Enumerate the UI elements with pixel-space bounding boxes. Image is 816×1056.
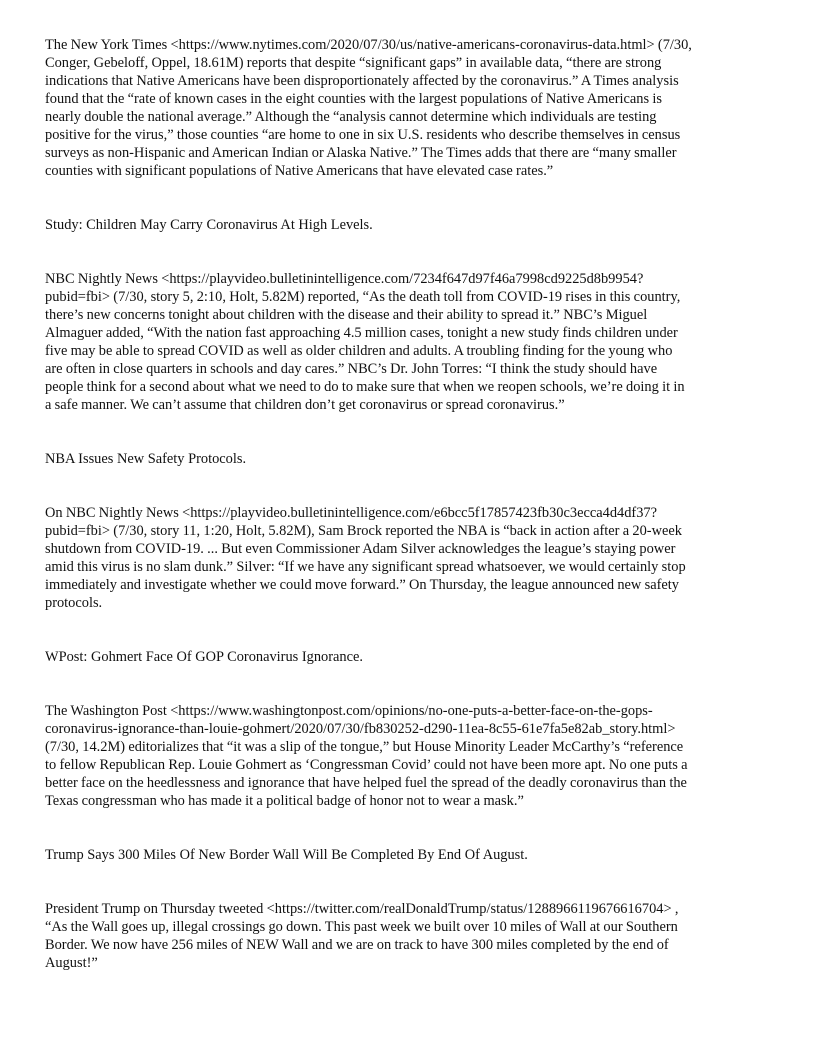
document-page [45, 36, 771, 972]
text-line: The Washington Post <https://www.washingtonpost.com/opinions/no-one-puts-a-better-face-on-the-gops- [45, 703, 653, 719]
paragraph-trump-tweet [45, 900, 771, 972]
paragraph-nba [45, 504, 771, 612]
spacer [45, 810, 771, 846]
headline-gohmert: WPost: Gohmert Face Of GOP Coronavirus Ignorance. [45, 649, 363, 665]
paragraph-nbc-children [45, 270, 771, 414]
text-line: surveys as non-Hispanic and American Indian or Alaska Native.” The Times adds that there are “many smaller [45, 145, 677, 161]
spacer [45, 468, 771, 504]
headline-children-study: Study: Children May Carry Coronavirus At High Levels. [45, 217, 373, 233]
text-line: August!” [45, 955, 98, 971]
spacer [45, 666, 771, 702]
text-line: amid this virus is no slam dunk.” Silver: “If we have any significant spread whatsoever, we would certainly stop [45, 559, 686, 575]
text-line: people think for a second about what we need to do to make sure that when we reopen schools, we’re doing it in [45, 379, 685, 395]
headline-border-wall: Trump Says 300 Miles Of New Border Wall Will Be Completed By End Of August. [45, 847, 528, 863]
text-line: better face on the heedlessness and ignorance that have helped fuel the spread of the deadly coronavirus than the [45, 775, 687, 791]
text-line: immediately and investigate whether we could move forward.” On Thursday, the league announced new safety [45, 577, 679, 593]
text-line: Border. We now have 256 miles of NEW Wall and we are on track to have 300 miles completed by the end of [45, 937, 669, 953]
text-line: President Trump on Thursday tweeted <https://twitter.com/realDonaldTrump/status/1288966119676616704> , [45, 901, 679, 917]
paragraph-nyt-native-americans [45, 36, 771, 180]
headline-nba-protocols: NBA Issues New Safety Protocols. [45, 451, 247, 467]
text-line: Almaguer added, “With the nation fast approaching 4.5 million cases, tonight a new study finds children under [45, 325, 678, 341]
text-line: On NBC Nightly News <https://playvideo.bulletinintelligence.com/e6bcc5f17857423fb30c3ecca4d4df37? [45, 505, 657, 521]
text-line: “As the Wall goes up, illegal crossings go down. This past week we built over 10 miles of Wall at our Southern [45, 919, 678, 935]
paragraph-wpost-gohmert [45, 702, 771, 810]
spacer [45, 414, 771, 450]
text-line: The New York Times <https://www.nytimes.com/2020/07/30/us/native-americans-coronavirus-data.html> (7/30, [45, 37, 692, 53]
spacer [45, 612, 771, 648]
spacer [45, 234, 771, 270]
text-line: nearly double the national average.” Although the “analysis cannot determine which individuals are testing [45, 109, 657, 125]
text-line: indications that Native Americans have been disproportionately affected by the coronavirus.” A Times analysis [45, 73, 679, 89]
text-line: pubid=fbi> (7/30, story 11, 1:20, Holt, 5.82M), Sam Brock reported the NBA is “back in action after a 20-week [45, 523, 682, 539]
text-line: five may be able to spread COVID as well as older children and adults. A troubling finding for the young who [45, 343, 673, 359]
text-line: Conger, Gebeloff, Oppel, 18.61M) reports that despite “significant gaps” in available data, “there are strong [45, 55, 662, 71]
text-line: are often in close quarters in schools and day cares.” NBC’s Dr. John Torres: “I think the study should have [45, 361, 658, 377]
text-line: counties with significant populations of Native Americans that have elevated case rates.” [45, 163, 554, 179]
text-line: coronavirus-ignorance-than-louie-gohmert/2020/07/30/fb830252-d290-11ea-8c55-61e7fa5e82ab_story.html> [45, 721, 676, 737]
text-line: there’s new concerns tonight about children with the disease and their ability to spread it.” NBC’s Miguel [45, 307, 648, 323]
text-line: Texas congressman who has made it a political badge of honor not to wear a mask.” [45, 793, 524, 809]
text-line: found that the “rate of known cases in the eight counties with the largest populations of Native Americans is [45, 91, 662, 107]
text-line: pubid=fbi> (7/30, story 5, 2:10, Holt, 5.82M) reported, “As the death toll from COVID-19 rises in this country, [45, 289, 681, 305]
text-line: protocols. [45, 595, 103, 611]
spacer [45, 180, 771, 216]
text-line: to fellow Republican Rep. Louie Gohmert as ‘Congressman Covid’ could not have been more apt. No one puts a [45, 757, 688, 773]
spacer [45, 864, 771, 900]
text-line: positive for the virus,” those counties “are home to one in six U.S. residents who describe themselves in census [45, 127, 681, 143]
text-line: (7/30, 14.2M) editorializes that “it was a slip of the tongue,” but House Minority Leader McCarthy’s “reference [45, 739, 684, 755]
text-line: NBC Nightly News <https://playvideo.bulletinintelligence.com/7234f647d97f46a7998cd9225d8b9954? [45, 271, 644, 287]
text-line: a safe manner. We can’t assume that children don’t get coronavirus or spread coronavirus.” [45, 397, 565, 413]
text-line: shutdown from COVID-19. ... But even Commissioner Adam Silver acknowledges the league’s staying power [45, 541, 676, 557]
